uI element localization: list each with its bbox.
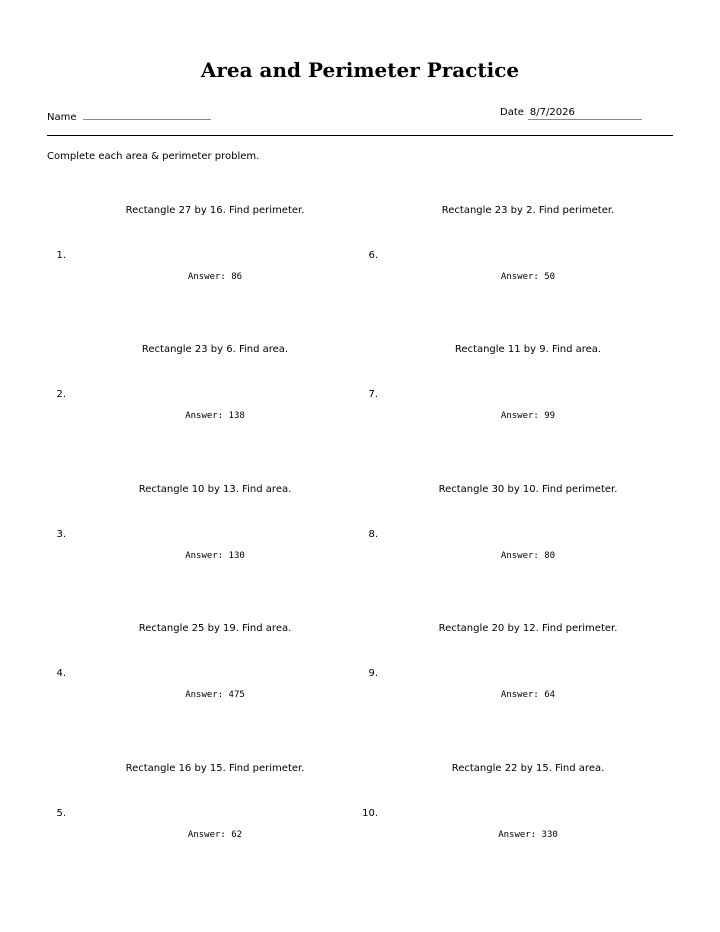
problem-question: Rectangle 30 by 10. Find perimeter. (438, 484, 618, 495)
problem-number: 1. (56, 250, 66, 261)
problem-answer: Answer: 475 (185, 690, 245, 700)
problem-answer: Answer: 86 (187, 272, 243, 282)
problem-question: Rectangle 22 by 15. Find area. (451, 763, 605, 774)
problem-question: Rectangle 25 by 19. Find area. (138, 623, 292, 634)
problem-number: 3. (56, 529, 66, 540)
date-field (500, 107, 642, 120)
date-label: Date (500, 107, 524, 118)
problem-number: 5. (56, 808, 66, 819)
problem-question: Rectangle 20 by 12. Find perimeter. (438, 623, 618, 634)
header-divider (47, 135, 673, 136)
name-field (47, 107, 211, 123)
problem-question: Rectangle 16 by 15. Find perimeter. (125, 763, 305, 774)
instructions: Complete each area & perimeter problem. (47, 151, 260, 162)
problem-answer: Answer: 138 (185, 411, 245, 421)
problem-answer: Answer: 80 (500, 551, 556, 561)
date-value[interactable]: 8/7/2026 (528, 107, 642, 120)
problem-number: 9. (368, 668, 378, 679)
problem-number: 4. (56, 668, 66, 679)
page-title: Area and Perimeter Practice (200, 58, 520, 82)
name-label: Name (47, 112, 77, 123)
problem-question: Rectangle 27 by 16. Find perimeter. (125, 205, 305, 216)
problem-number: 6. (368, 250, 378, 261)
problem-question: Rectangle 11 by 9. Find area. (454, 344, 602, 355)
problem-number: 10. (362, 808, 378, 819)
problem-answer: Answer: 130 (185, 551, 245, 561)
problem-number: 7. (368, 389, 378, 400)
name-input-line[interactable] (83, 107, 211, 120)
problem-answer: Answer: 99 (500, 411, 556, 421)
problem-answer: Answer: 330 (498, 830, 558, 840)
problem-answer: Answer: 64 (500, 690, 556, 700)
problem-number: 8. (368, 529, 378, 540)
problem-question: Rectangle 23 by 6. Find area. (141, 344, 289, 355)
problem-question: Rectangle 23 by 2. Find perimeter. (441, 205, 615, 216)
problem-question: Rectangle 10 by 13. Find area. (138, 484, 292, 495)
problem-answer: Answer: 62 (187, 830, 243, 840)
problem-number: 2. (56, 389, 66, 400)
problem-answer: Answer: 50 (500, 272, 556, 282)
